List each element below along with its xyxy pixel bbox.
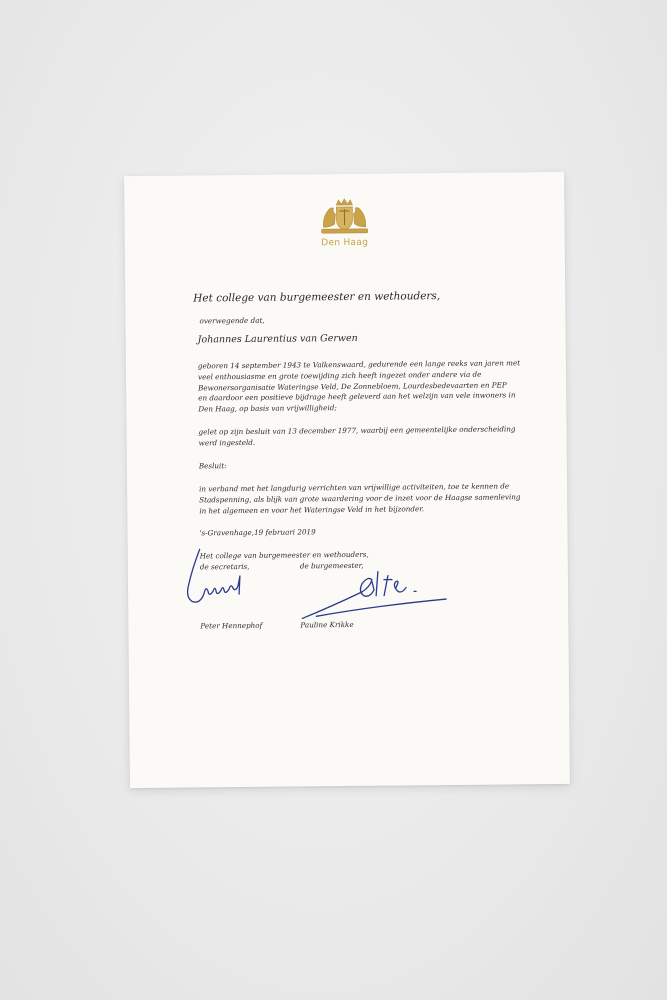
recipient-name: Johannes Laurentius van Gerwen bbox=[197, 332, 358, 346]
secretary-name: Peter Hennephof bbox=[200, 620, 263, 631]
paragraph-line: en daardoor een positieve bijdrage heeft geleverd aan het welzijn van vele inwoners in bbox=[198, 390, 516, 403]
secretary-signature bbox=[180, 545, 281, 616]
mayor-name: Pauline Krikke bbox=[300, 619, 354, 630]
paragraph-line: Den Haag, op basis van vrijwilligheid; bbox=[198, 403, 337, 414]
mayor-signature bbox=[296, 565, 457, 627]
paragraph-line: Stadspenning, als blijk van grote waardering voor de inzet voor de Haagse samenleving bbox=[199, 492, 521, 505]
secretary-role: de secretaris, bbox=[199, 561, 250, 572]
paragraph-line: in verband met het langdurig verrichten van vrijwillige activiteiten, toe te kennen de bbox=[199, 481, 510, 494]
paragraph-1 bbox=[198, 358, 539, 415]
paragraph-line: Bewonersorganisatie Wateringse Veld, De Zonnebloem, Lourdesbedevaarten en PEP bbox=[198, 380, 507, 393]
letterhead-city: Den Haag bbox=[321, 237, 369, 249]
mayor-role: de burgemeester, bbox=[299, 560, 364, 571]
coat-of-arms-icon bbox=[317, 197, 371, 238]
paragraph-line: gelet op zijn besluit van 13 december 1977, waarbij een gemeentelijke onderscheiding bbox=[198, 424, 516, 437]
paragraph-line: werd ingesteld. bbox=[198, 437, 256, 448]
letterhead bbox=[306, 197, 382, 249]
paragraph-2 bbox=[198, 424, 538, 449]
place-date: 's-Gravenhage,19 februari 2019 bbox=[199, 527, 316, 538]
paragraph-3 bbox=[199, 481, 539, 517]
paragraph-line: geboren 14 september 1943 te Valkenswaard, gedurende een lange reeks van jaren met bbox=[197, 358, 521, 371]
paragraph-line: in het algemeen en voor het Wateringse Veld in het bijzonder. bbox=[199, 503, 425, 516]
considering-label: overwegende dat, bbox=[199, 315, 265, 326]
closing-line: Het college van burgemeester en wethouders, bbox=[199, 549, 369, 561]
certificate-sheet bbox=[124, 172, 570, 788]
paragraph-line: veel enthousiasme en grote toewijding zich heeft ingezet onder andere via de bbox=[197, 369, 482, 382]
heading: Het college van burgemeester en wethouders, bbox=[193, 290, 441, 305]
decision-label: Besluit: bbox=[198, 461, 227, 471]
